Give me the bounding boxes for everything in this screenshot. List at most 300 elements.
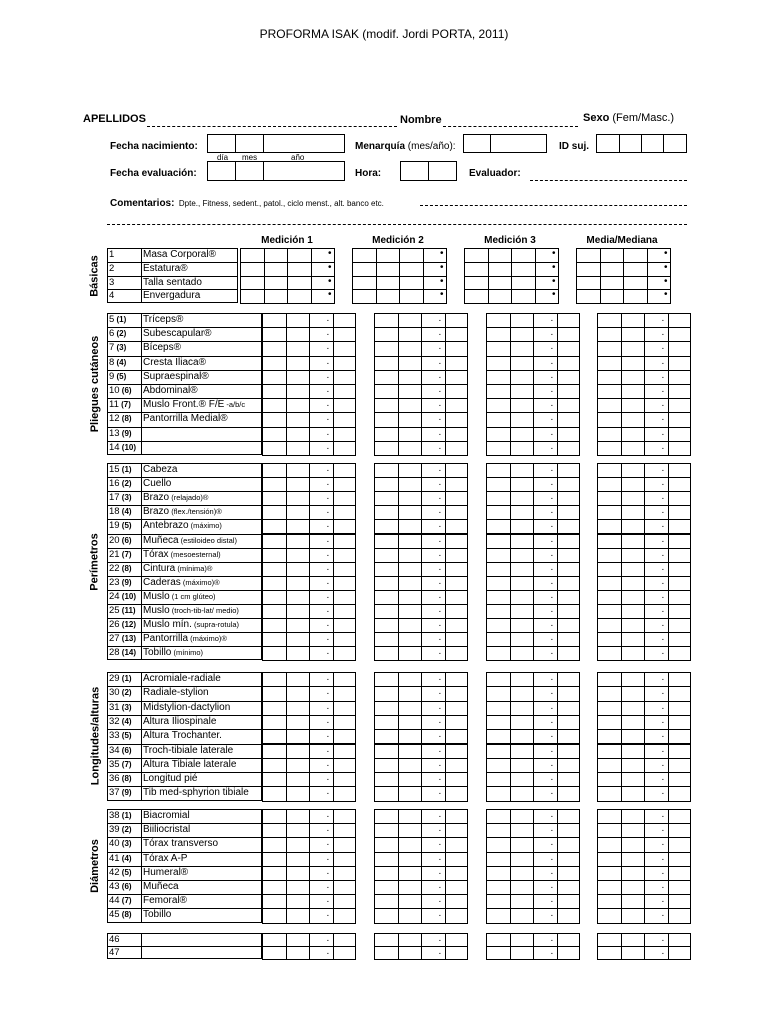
measurement-decimal-cell[interactable]: [668, 562, 692, 577]
measurement-decimal-cell[interactable]: [445, 384, 469, 399]
measurement-cell[interactable]: [621, 427, 646, 442]
measurement-decimal-cell[interactable]: [557, 772, 581, 787]
measurement-cell[interactable]: [510, 632, 535, 647]
measurement-cell[interactable]: [398, 715, 423, 730]
measurement-cell[interactable]: [286, 852, 311, 867]
measurement-decimal-cell[interactable]: [668, 646, 692, 661]
measurement-cell[interactable]: [374, 866, 399, 881]
measurement-decimal-cell[interactable]: [557, 758, 581, 773]
measurement-cell[interactable]: [486, 632, 511, 647]
measurement-cell[interactable]: [597, 866, 622, 881]
measurement-cell[interactable]: [398, 894, 423, 909]
measurement-cell[interactable]: [533, 772, 558, 787]
measurement-cell[interactable]: [597, 632, 622, 647]
measurement-cell[interactable]: [486, 772, 511, 787]
measurement-decimal-cell[interactable]: [333, 809, 357, 824]
measurement-decimal-cell[interactable]: [333, 837, 357, 852]
measurement-decimal-cell[interactable]: [445, 477, 469, 492]
fecha-nac-ano-box[interactable]: [263, 134, 345, 153]
measurement-cell[interactable]: [486, 576, 511, 591]
measurement-cell[interactable]: [421, 548, 446, 563]
measurement-cell[interactable]: [510, 427, 535, 442]
measurement-decimal-cell[interactable]: [445, 341, 469, 356]
measurement-cell[interactable]: [510, 809, 535, 824]
measurement-cell[interactable]: [597, 908, 622, 923]
measurement-cell[interactable]: [309, 758, 334, 773]
measurement-cell[interactable]: [644, 313, 669, 328]
measurement-cell[interactable]: [533, 505, 558, 520]
measurement-cell[interactable]: [262, 715, 287, 730]
measurement-cell[interactable]: [533, 809, 558, 824]
measurement-cell[interactable]: [464, 276, 489, 291]
measurement-cell[interactable]: [286, 672, 311, 687]
measurement-cell[interactable]: [621, 758, 646, 773]
measurement-decimal-cell[interactable]: [668, 412, 692, 427]
measurement-cell[interactable]: [374, 646, 399, 661]
measurement-decimal-cell[interactable]: [333, 463, 357, 478]
measurement-cell[interactable]: [309, 672, 334, 687]
measurement-cell[interactable]: [398, 356, 423, 371]
measurement-cell[interactable]: [421, 701, 446, 716]
measurement-decimal-cell[interactable]: [333, 946, 357, 960]
measurement-cell[interactable]: [621, 946, 646, 960]
measurement-cell[interactable]: [309, 744, 334, 759]
measurement-cell[interactable]: [286, 491, 311, 506]
measurement-cell[interactable]: [486, 672, 511, 687]
measurement-cell[interactable]: [286, 866, 311, 881]
measurement-cell[interactable]: [286, 729, 311, 744]
measurement-cell[interactable]: [262, 548, 287, 563]
measurement-cell[interactable]: [421, 672, 446, 687]
measurement-cell[interactable]: [597, 744, 622, 759]
measurement-cell[interactable]: [533, 576, 558, 591]
measurement-cell[interactable]: [374, 758, 399, 773]
measurement-cell[interactable]: [533, 866, 558, 881]
measurement-cell[interactable]: [286, 562, 311, 577]
measurement-decimal-cell[interactable]: [668, 341, 692, 356]
measurement-cell[interactable]: [621, 772, 646, 787]
measurement-cell[interactable]: [644, 701, 669, 716]
measurement-cell[interactable]: [621, 786, 646, 801]
measurement-cell[interactable]: [511, 276, 536, 291]
measurement-decimal-cell[interactable]: [668, 786, 692, 801]
measurement-cell[interactable]: [486, 313, 511, 328]
measurement-cell[interactable]: [600, 289, 625, 304]
measurement-cell[interactable]: [510, 341, 535, 356]
measurement-cell[interactable]: [240, 276, 265, 291]
measurement-cell[interactable]: [621, 852, 646, 867]
measurement-cell[interactable]: [309, 646, 334, 661]
measurement-cell[interactable]: [644, 398, 669, 413]
measurement-cell[interactable]: [398, 519, 423, 534]
measurement-cell[interactable]: [262, 744, 287, 759]
measurement-decimal-cell[interactable]: [333, 576, 357, 591]
measurement-cell[interactable]: [486, 505, 511, 520]
measurement-decimal-cell[interactable]: [445, 758, 469, 773]
measurement-cell[interactable]: [421, 837, 446, 852]
measurement-decimal-cell[interactable]: [668, 908, 692, 923]
measurement-decimal-cell[interactable]: [333, 604, 357, 619]
measurement-cell[interactable]: [309, 823, 334, 838]
measurement-cell[interactable]: [510, 548, 535, 563]
measurement-decimal-cell[interactable]: [445, 562, 469, 577]
measurement-decimal-cell[interactable]: [557, 505, 581, 520]
measurement-cell[interactable]: [488, 262, 513, 277]
measurement-cell[interactable]: [597, 505, 622, 520]
measurement-cell[interactable]: [644, 477, 669, 492]
measurement-cell[interactable]: [374, 491, 399, 506]
measurement-cell[interactable]: [309, 441, 334, 456]
measurement-cell[interactable]: [597, 441, 622, 456]
measurement-cell[interactable]: [309, 852, 334, 867]
menarquia-mes-box[interactable]: [463, 134, 491, 153]
measurement-cell[interactable]: [398, 809, 423, 824]
measurement-cell[interactable]: [286, 313, 311, 328]
measurement-cell[interactable]: [398, 534, 423, 549]
measurement-cell[interactable]: [621, 412, 646, 427]
measurement-cell[interactable]: [309, 356, 334, 371]
measurement-cell[interactable]: [621, 477, 646, 492]
measurement-cell[interactable]: [287, 276, 312, 291]
measurement-cell[interactable]: [621, 933, 646, 947]
measurement-decimal-cell[interactable]: [445, 427, 469, 442]
measurement-cell[interactable]: [262, 772, 287, 787]
measurement-cell[interactable]: [309, 809, 334, 824]
measurement-cell[interactable]: [623, 289, 648, 304]
measurement-cell[interactable]: [486, 519, 511, 534]
measurement-cell[interactable]: [309, 463, 334, 478]
measurement-decimal-cell[interactable]: [333, 786, 357, 801]
measurement-cell[interactable]: [621, 866, 646, 881]
measurement-cell[interactable]: [399, 248, 424, 263]
measurement-decimal-cell[interactable]: [557, 632, 581, 647]
measurement-cell[interactable]: [597, 463, 622, 478]
measurement-cell[interactable]: [600, 276, 625, 291]
measurement-cell[interactable]: [264, 289, 289, 304]
measurement-cell[interactable]: [398, 758, 423, 773]
measurement-cell[interactable]: [533, 562, 558, 577]
measurement-cell[interactable]: [374, 686, 399, 701]
measurement-cell[interactable]: [374, 729, 399, 744]
measurement-cell[interactable]: [644, 384, 669, 399]
measurement-cell[interactable]: [374, 505, 399, 520]
measurement-cell[interactable]: [309, 686, 334, 701]
measurement-cell[interactable]: [486, 729, 511, 744]
measurement-cell[interactable]: [374, 398, 399, 413]
measurement-decimal-cell[interactable]: [668, 823, 692, 838]
measurement-decimal-cell[interactable]: [557, 744, 581, 759]
measurement-cell[interactable]: [376, 262, 401, 277]
measurement-cell[interactable]: [597, 852, 622, 867]
measurement-cell[interactable]: [398, 686, 423, 701]
measurement-cell[interactable]: [286, 327, 311, 342]
measurement-cell[interactable]: [644, 823, 669, 838]
measurement-decimal-cell[interactable]: [557, 341, 581, 356]
measurement-cell[interactable]: [374, 908, 399, 923]
measurement-decimal-cell[interactable]: [333, 823, 357, 838]
measurement-cell[interactable]: [309, 519, 334, 534]
measurement-decimal-cell[interactable]: [557, 370, 581, 385]
measurement-cell[interactable]: [374, 618, 399, 633]
measurement-cell[interactable]: [398, 729, 423, 744]
measurement-decimal-cell[interactable]: [668, 772, 692, 787]
measurement-cell[interactable]: [510, 715, 535, 730]
measurement-cell[interactable]: [486, 548, 511, 563]
measurement-cell[interactable]: [398, 933, 423, 947]
measurement-cell[interactable]: [286, 715, 311, 730]
measurement-cell[interactable]: [398, 562, 423, 577]
measurement-cell[interactable]: [398, 548, 423, 563]
measurement-cell[interactable]: [309, 715, 334, 730]
measurement-cell[interactable]: [597, 715, 622, 730]
measurement-cell[interactable]: [398, 370, 423, 385]
measurement-cell[interactable]: [621, 534, 646, 549]
measurement-cell[interactable]: [486, 441, 511, 456]
measurement-cell[interactable]: [374, 370, 399, 385]
measurement-cell[interactable]: [510, 908, 535, 923]
measurement-cell[interactable]: [644, 715, 669, 730]
measurement-cell[interactable]: [398, 880, 423, 895]
measurement-cell[interactable]: [286, 427, 311, 442]
measurement-decimal-cell[interactable]: [333, 744, 357, 759]
measurement-cell[interactable]: [398, 632, 423, 647]
measurement-cell[interactable]: [398, 837, 423, 852]
measurement-cell[interactable]: [421, 505, 446, 520]
measurement-cell[interactable]: [533, 356, 558, 371]
measurement-cell[interactable]: [644, 519, 669, 534]
measurement-cell[interactable]: [262, 729, 287, 744]
measurement-decimal-cell[interactable]: [445, 505, 469, 520]
comentarios-field-1[interactable]: [420, 205, 687, 206]
measurement-cell[interactable]: [644, 562, 669, 577]
measurement-cell[interactable]: [644, 441, 669, 456]
measurement-decimal-cell[interactable]: [557, 590, 581, 605]
measurement-decimal-cell[interactable]: [557, 786, 581, 801]
measurement-cell[interactable]: [262, 491, 287, 506]
measurement-cell[interactable]: [621, 672, 646, 687]
measurement-cell[interactable]: [286, 398, 311, 413]
measurement-decimal-cell[interactable]: [557, 427, 581, 442]
measurement-decimal-cell[interactable]: [445, 327, 469, 342]
measurement-cell[interactable]: [486, 908, 511, 923]
measurement-cell[interactable]: [374, 894, 399, 909]
measurement-cell[interactable]: [374, 313, 399, 328]
measurement-cell[interactable]: [510, 686, 535, 701]
measurement-cell[interactable]: [486, 823, 511, 838]
measurement-decimal-cell[interactable]: [668, 729, 692, 744]
measurement-decimal-cell[interactable]: [445, 412, 469, 427]
measurement-cell[interactable]: [374, 463, 399, 478]
measurement-cell[interactable]: [533, 463, 558, 478]
measurement-cell[interactable]: [486, 866, 511, 881]
measurement-decimal-cell[interactable]: [668, 894, 692, 909]
measurement-cell[interactable]: [286, 786, 311, 801]
measurement-decimal-cell[interactable]: [445, 866, 469, 881]
measurement-cell[interactable]: [597, 412, 622, 427]
measurement-decimal-cell[interactable]: [445, 809, 469, 824]
measurement-cell[interactable]: [264, 276, 289, 291]
measurement-cell[interactable]: [309, 491, 334, 506]
measurement-cell[interactable]: [597, 576, 622, 591]
measurement-decimal-cell[interactable]: [333, 646, 357, 661]
measurement-cell[interactable]: [398, 772, 423, 787]
measurement-cell[interactable]: [510, 701, 535, 716]
measurement-decimal-cell[interactable]: [668, 427, 692, 442]
measurement-cell[interactable]: [621, 632, 646, 647]
id-box-3[interactable]: [641, 134, 664, 153]
measurement-cell[interactable]: [309, 427, 334, 442]
measurement-decimal-cell[interactable]: [333, 548, 357, 563]
measurement-cell[interactable]: [644, 933, 669, 947]
measurement-cell[interactable]: [621, 398, 646, 413]
measurement-cell[interactable]: [486, 463, 511, 478]
measurement-decimal-cell[interactable]: [333, 384, 357, 399]
measurement-decimal-cell[interactable]: [668, 463, 692, 478]
measurement-decimal-cell[interactable]: [445, 534, 469, 549]
measurement-cell[interactable]: [511, 248, 536, 263]
measurement-decimal-cell[interactable]: [333, 341, 357, 356]
measurement-decimal-cell[interactable]: [333, 313, 357, 328]
measurement-decimal-cell[interactable]: [333, 441, 357, 456]
measurement-cell[interactable]: [576, 289, 601, 304]
measurement-decimal-cell[interactable]: [445, 441, 469, 456]
measurement-cell[interactable]: [262, 618, 287, 633]
measurement-cell[interactable]: [421, 786, 446, 801]
measurement-cell[interactable]: [309, 477, 334, 492]
measurement-decimal-cell[interactable]: [445, 313, 469, 328]
fecha-nac-mes-box[interactable]: [235, 134, 264, 153]
measurement-cell[interactable]: [644, 356, 669, 371]
measurement-cell[interactable]: [286, 590, 311, 605]
measurement-cell[interactable]: [597, 491, 622, 506]
measurement-decimal-cell[interactable]: [557, 837, 581, 852]
measurement-cell[interactable]: [597, 823, 622, 838]
measurement-decimal-cell[interactable]: [333, 427, 357, 442]
measurement-cell[interactable]: [309, 398, 334, 413]
measurement-cell[interactable]: [309, 562, 334, 577]
measurement-cell[interactable]: [486, 618, 511, 633]
measurement-cell[interactable]: [374, 744, 399, 759]
measurement-cell[interactable]: [486, 384, 511, 399]
measurement-decimal-cell[interactable]: [333, 370, 357, 385]
measurement-cell[interactable]: [621, 327, 646, 342]
measurement-cell[interactable]: [421, 646, 446, 661]
measurement-cell[interactable]: [621, 441, 646, 456]
measurement-cell[interactable]: [262, 786, 287, 801]
measurement-cell[interactable]: [533, 715, 558, 730]
measurement-cell[interactable]: [533, 894, 558, 909]
measurement-cell[interactable]: [486, 412, 511, 427]
measurement-decimal-cell[interactable]: [445, 686, 469, 701]
measurement-cell[interactable]: [597, 519, 622, 534]
measurement-cell[interactable]: [621, 646, 646, 661]
measurement-cell[interactable]: [286, 341, 311, 356]
measurement-decimal-cell[interactable]: [668, 809, 692, 824]
measurement-cell[interactable]: [374, 576, 399, 591]
measurement-cell[interactable]: [309, 946, 334, 960]
measurement-decimal-cell[interactable]: [445, 908, 469, 923]
measurement-cell[interactable]: [511, 289, 536, 304]
measurement-cell[interactable]: [309, 632, 334, 647]
measurement-decimal-cell[interactable]: [445, 894, 469, 909]
measurement-cell[interactable]: [621, 341, 646, 356]
measurement-decimal-cell[interactable]: [668, 534, 692, 549]
measurement-cell[interactable]: [421, 729, 446, 744]
measurement-decimal-cell[interactable]: [333, 398, 357, 413]
measurement-cell[interactable]: [376, 276, 401, 291]
measurement-cell[interactable]: [262, 463, 287, 478]
measurement-cell[interactable]: [597, 837, 622, 852]
measurement-decimal-cell[interactable]: [668, 946, 692, 960]
measurement-cell[interactable]: [597, 534, 622, 549]
measurement-cell[interactable]: [597, 758, 622, 773]
measurement-cell[interactable]: [644, 505, 669, 520]
fecha-eval-dia-box[interactable]: [207, 161, 236, 181]
measurement-cell[interactable]: [398, 313, 423, 328]
measurement-cell[interactable]: [287, 262, 312, 277]
measurement-decimal-cell[interactable]: [557, 519, 581, 534]
measurement-cell[interactable]: [644, 590, 669, 605]
measurement-cell[interactable]: [309, 908, 334, 923]
measurement-cell[interactable]: [464, 248, 489, 263]
measurement-cell[interactable]: [533, 946, 558, 960]
measurement-cell[interactable]: [597, 313, 622, 328]
measurement-cell[interactable]: [398, 491, 423, 506]
measurement-cell[interactable]: [533, 590, 558, 605]
measurement-cell[interactable]: [533, 441, 558, 456]
measurement-cell[interactable]: [374, 715, 399, 730]
measurement-cell[interactable]: [374, 933, 399, 947]
measurement-cell[interactable]: [262, 441, 287, 456]
measurement-decimal-cell[interactable]: [668, 758, 692, 773]
measurement-cell[interactable]: [262, 427, 287, 442]
measurement-cell[interactable]: [399, 262, 424, 277]
measurement-cell[interactable]: [309, 341, 334, 356]
measurement-cell[interactable]: [286, 933, 311, 947]
measurement-cell[interactable]: [597, 477, 622, 492]
measurement-cell[interactable]: [621, 384, 646, 399]
measurement-cell[interactable]: [510, 590, 535, 605]
measurement-cell[interactable]: [374, 477, 399, 492]
measurement-cell[interactable]: [374, 590, 399, 605]
measurement-cell[interactable]: [240, 289, 265, 304]
measurement-cell[interactable]: [421, 356, 446, 371]
measurement-cell[interactable]: [286, 356, 311, 371]
measurement-cell[interactable]: [510, 576, 535, 591]
measurement-cell[interactable]: [374, 384, 399, 399]
measurement-cell[interactable]: [399, 289, 424, 304]
measurement-cell[interactable]: [398, 604, 423, 619]
measurement-cell[interactable]: [374, 632, 399, 647]
measurement-cell[interactable]: [510, 562, 535, 577]
measurement-cell[interactable]: [597, 701, 622, 716]
measurement-cell[interactable]: [621, 590, 646, 605]
measurement-cell[interactable]: [488, 276, 513, 291]
measurement-decimal-cell[interactable]: [668, 632, 692, 647]
measurement-cell[interactable]: [421, 534, 446, 549]
measurement-cell[interactable]: [644, 672, 669, 687]
measurement-decimal-cell[interactable]: [333, 758, 357, 773]
measurement-cell[interactable]: [644, 491, 669, 506]
measurement-cell[interactable]: [533, 519, 558, 534]
measurement-cell[interactable]: [486, 880, 511, 895]
measurement-decimal-cell[interactable]: [668, 441, 692, 456]
measurement-decimal-cell[interactable]: [668, 491, 692, 506]
measurement-cell[interactable]: [374, 441, 399, 456]
measurement-cell[interactable]: [309, 618, 334, 633]
measurement-cell[interactable]: [510, 604, 535, 619]
measurement-cell[interactable]: [597, 384, 622, 399]
